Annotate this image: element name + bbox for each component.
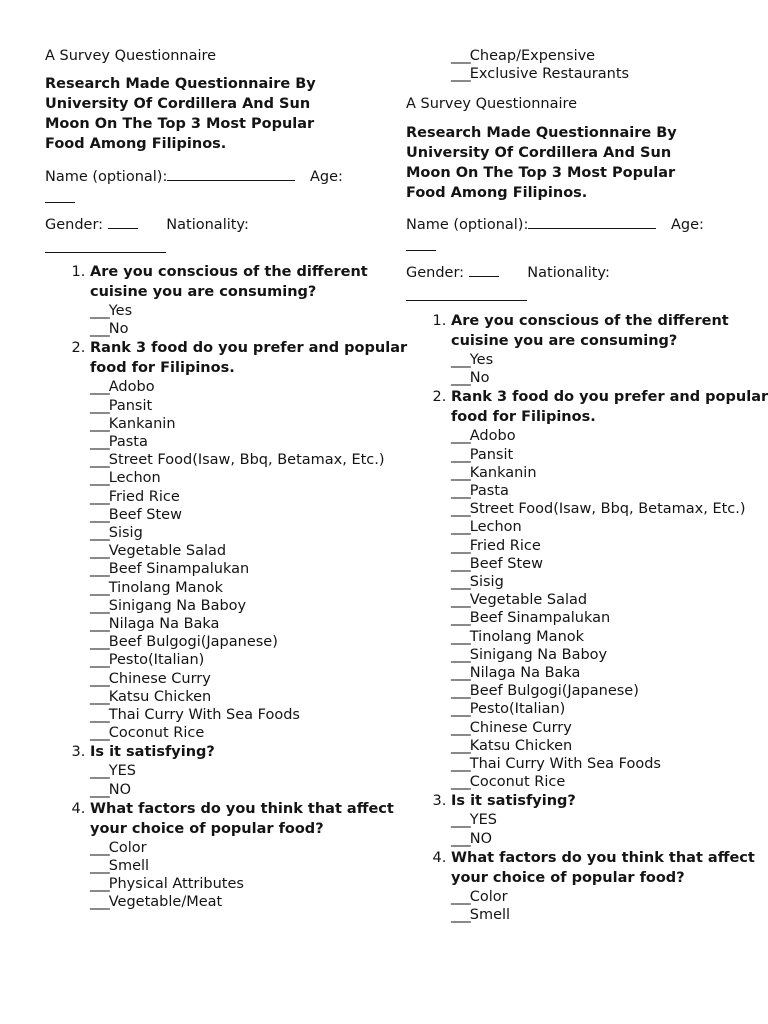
option-street-food[interactable]: ___Street Food(Isaw, Bbq, Betamax, Etc.) <box>90 452 385 469</box>
option-yes[interactable]: ___YES <box>451 812 497 829</box>
option-chinese-curry[interactable]: ___Chinese Curry <box>90 670 211 687</box>
gender-nationality-row <box>45 214 375 234</box>
name-blank[interactable] <box>528 214 656 229</box>
option-beef-sinampalukan[interactable]: ___Beef Sinampalukan <box>451 610 611 627</box>
name-label: Name (optional): <box>406 217 529 233</box>
nationality-label: Nationality: <box>166 217 249 233</box>
option-vegetable-salad[interactable]: ___Vegetable Salad <box>90 543 227 560</box>
option-fried-rice[interactable]: ___Fried Rice <box>90 488 180 505</box>
option-physical-attributes[interactable]: ___Physical Attributes <box>90 876 244 893</box>
question-1 <box>90 262 410 338</box>
survey-title: A Survey Questionnaire <box>45 48 217 64</box>
question-text: 4. What factors do you think that affect your choice of popular food? <box>451 849 755 886</box>
nationality-blank[interactable] <box>406 286 527 301</box>
options-list <box>90 302 410 338</box>
option-sisig[interactable]: ___Sisig <box>90 525 143 542</box>
options-list <box>90 762 410 798</box>
name-blank[interactable] <box>167 166 295 181</box>
age-blank[interactable] <box>406 236 436 251</box>
continued-options-list <box>451 47 751 83</box>
option-lechon[interactable]: ___Lechon <box>451 519 522 536</box>
question-2 <box>451 387 768 791</box>
option-street-food[interactable]: ___Street Food(Isaw, Bbq, Betamax, Etc.) <box>451 501 746 518</box>
option-thai-curry[interactable]: ___Thai Curry With Sea Foods <box>451 756 661 773</box>
age-label: Age: <box>309 169 343 185</box>
name-age-row <box>406 213 751 237</box>
option-no[interactable]: ___NO <box>90 781 132 798</box>
option-yes[interactable]: ___Yes <box>451 352 494 368</box>
option-thai-curry[interactable]: ___Thai Curry With Sea Foods <box>90 707 300 724</box>
option-pesto[interactable]: ___Pesto(Italian) <box>451 701 566 718</box>
option-tinolang-manok[interactable]: ___Tinolang Manok <box>90 579 224 596</box>
question-text: 2. Rank 3 food do you prefer and popular food for Filipinos. <box>90 340 408 377</box>
question-4 <box>90 799 410 912</box>
option-pansit[interactable]: ___Pansit <box>90 397 153 414</box>
question-1 <box>451 311 768 387</box>
gender-label: Gender: <box>406 265 465 281</box>
options-list <box>451 351 768 387</box>
age-label: Age: <box>670 217 704 233</box>
option-smell[interactable]: ___Smell <box>451 907 511 924</box>
options-list <box>90 839 410 912</box>
question-text: 1. Are you conscious of the different cuisine you are consuming? <box>451 313 729 349</box>
name-age-row <box>45 165 375 189</box>
option-sisig[interactable]: ___Sisig <box>451 574 504 591</box>
option-katsu-chicken[interactable]: ___Katsu Chicken <box>90 688 212 705</box>
gender-blank[interactable] <box>108 214 138 229</box>
survey-subtitle: Research Made Questionnaire By University Of Cordillera And Sun Moon On The Top 3 Most Popular Food Among Filipinos. <box>45 76 316 152</box>
option-no[interactable]: ___No <box>90 321 129 338</box>
option-nilaga-na-baka[interactable]: ___Nilaga Na Baka <box>90 616 220 633</box>
option-vegetable-meat[interactable]: ___Vegetable/Meat <box>90 894 223 911</box>
option-coconut-rice[interactable]: ___Coconut Rice <box>451 774 566 791</box>
options-list <box>451 888 768 924</box>
option-pesto[interactable]: ___Pesto(Italian) <box>90 652 205 669</box>
survey-title: A Survey Questionnaire <box>406 96 578 112</box>
option-color[interactable]: ___Color <box>90 839 147 856</box>
option-no[interactable]: ___No <box>451 370 490 387</box>
question-text: 3. Is it satisfying? <box>90 744 215 761</box>
question-3 <box>90 742 410 798</box>
option-coconut-rice[interactable]: ___Coconut Rice <box>90 725 205 742</box>
option-sinigang-na-baboy[interactable]: ___Sinigang Na Baboy <box>90 597 247 614</box>
option-cheap-expensive[interactable]: ___Cheap/Expensive <box>451 48 596 64</box>
options-list <box>451 427 768 791</box>
option-pasta[interactable]: ___Pasta <box>90 434 148 451</box>
option-chinese-curry[interactable]: ___Chinese Curry <box>451 719 572 736</box>
question-text: 4. What factors do you think that affect your choice of popular food? <box>90 800 394 837</box>
question-2 <box>90 338 410 742</box>
option-sinigang-na-baboy[interactable]: ___Sinigang Na Baboy <box>451 646 608 663</box>
option-exclusive-restaurants[interactable]: ___Exclusive Restaurants <box>451 66 630 83</box>
question-4 <box>451 848 768 924</box>
option-nilaga-na-baka[interactable]: ___Nilaga Na Baka <box>451 665 581 682</box>
option-pasta[interactable]: ___Pasta <box>451 483 509 500</box>
option-yes[interactable]: ___Yes <box>90 303 133 319</box>
gender-nationality-row <box>406 262 751 282</box>
option-beef-bulgogi[interactable]: ___Beef Bulgogi(Japanese) <box>451 683 639 700</box>
question-text: 3. Is it satisfying? <box>451 793 576 810</box>
question-text: 1. Are you conscious of the different cuisine you are consuming? <box>90 264 368 300</box>
options-list <box>451 811 768 847</box>
gender-label: Gender: <box>45 217 104 233</box>
option-katsu-chicken[interactable]: ___Katsu Chicken <box>451 737 573 754</box>
option-pansit[interactable]: ___Pansit <box>451 446 514 463</box>
option-beef-stew[interactable]: ___Beef Stew <box>451 555 543 572</box>
survey-subtitle: Research Made Questionnaire By University Of Cordillera And Sun Moon On The Top 3 Most Popular Food Among Filipinos. <box>406 125 677 201</box>
option-lechon[interactable]: ___Lechon <box>90 470 161 487</box>
option-smell[interactable]: ___Smell <box>90 858 150 875</box>
option-tinolang-manok[interactable]: ___Tinolang Manok <box>451 628 585 645</box>
nationality-blank[interactable] <box>45 238 166 253</box>
option-adobo[interactable]: ___Adobo <box>90 379 155 396</box>
option-kankanin[interactable]: ___Kankanin <box>451 464 537 481</box>
option-beef-bulgogi[interactable]: ___Beef Bulgogi(Japanese) <box>90 634 278 651</box>
option-beef-stew[interactable]: ___Beef Stew <box>90 506 182 523</box>
question-text: 2. Rank 3 food do you prefer and popular food for Filipinos. <box>451 389 768 426</box>
question-list <box>45 262 410 912</box>
option-no[interactable]: ___NO <box>451 830 493 847</box>
option-fried-rice[interactable]: ___Fried Rice <box>451 537 541 554</box>
option-vegetable-salad[interactable]: ___Vegetable Salad <box>451 592 588 609</box>
question-list <box>406 311 768 924</box>
nationality-label: Nationality: <box>527 265 610 281</box>
name-label: Name (optional): <box>45 169 168 185</box>
options-list <box>90 378 410 742</box>
option-beef-sinampalukan[interactable]: ___Beef Sinampalukan <box>90 561 250 578</box>
option-adobo[interactable]: ___Adobo <box>451 428 516 445</box>
option-kankanin[interactable]: ___Kankanin <box>90 415 176 432</box>
option-yes[interactable]: ___YES <box>90 763 136 780</box>
age-blank[interactable] <box>45 188 75 203</box>
question-3 <box>451 791 768 847</box>
option-color[interactable]: ___Color <box>451 888 508 905</box>
gender-blank[interactable] <box>469 262 499 277</box>
